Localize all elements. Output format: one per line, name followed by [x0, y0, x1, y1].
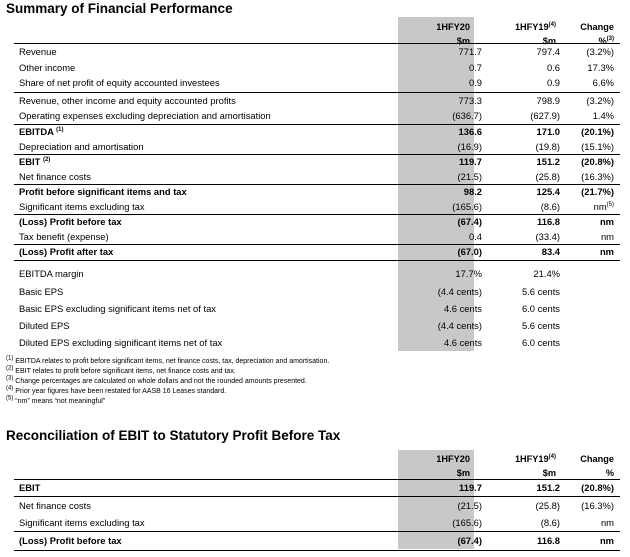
footnote: $^{(2)}$ EBIT relates to profit before significant items, net finance costs and tax. — [6, 365, 236, 375]
row-divider — [14, 154, 620, 155]
row-divider — [14, 260, 620, 261]
row-divider — [14, 496, 620, 497]
summary-header-1hfy19: 1HFY19$^{(4)}$ $m — [514, 21, 556, 46]
row-divider — [14, 531, 620, 532]
header-rule — [14, 43, 620, 44]
recon-header-1hfy20: 1HFY20 $m — [436, 454, 470, 478]
row-divider — [14, 92, 620, 93]
recon-header-1hfy19: 1HFY19$^{(4)}$ $m — [514, 453, 556, 478]
recon-header-change: Change % — [580, 454, 614, 478]
row-divider — [14, 184, 620, 185]
reconciliation-title: Reconciliation of EBIT to Statutory Profit Before Tax — [6, 428, 341, 443]
header-rule — [14, 479, 620, 480]
row-divider — [14, 124, 620, 125]
summary-header-1hfy20: 1HFY20 $m — [436, 22, 470, 46]
row-divider — [14, 550, 620, 551]
footnote: $^{(1)}$ EBITDA relates to profit before significant items, net finance costs, tax, depreciation and amortisation. — [6, 355, 330, 365]
row-divider — [14, 244, 620, 245]
footnote: $^{(4)}$ Prior year figures have been restated for AASB 16 Leases standard. — [6, 385, 227, 395]
summary-header-change: Change %$^{(3)}$ — [580, 22, 614, 46]
footnote: $^{(5)}$ “nm” means “not meaningful” — [6, 395, 106, 405]
summary-title: Summary of Financial Performance — [6, 1, 233, 16]
row-divider — [14, 214, 620, 215]
footnote: $^{(3)}$ Change percentages are calculated on whole dollars and not the rounded amounts presented. — [6, 375, 307, 385]
